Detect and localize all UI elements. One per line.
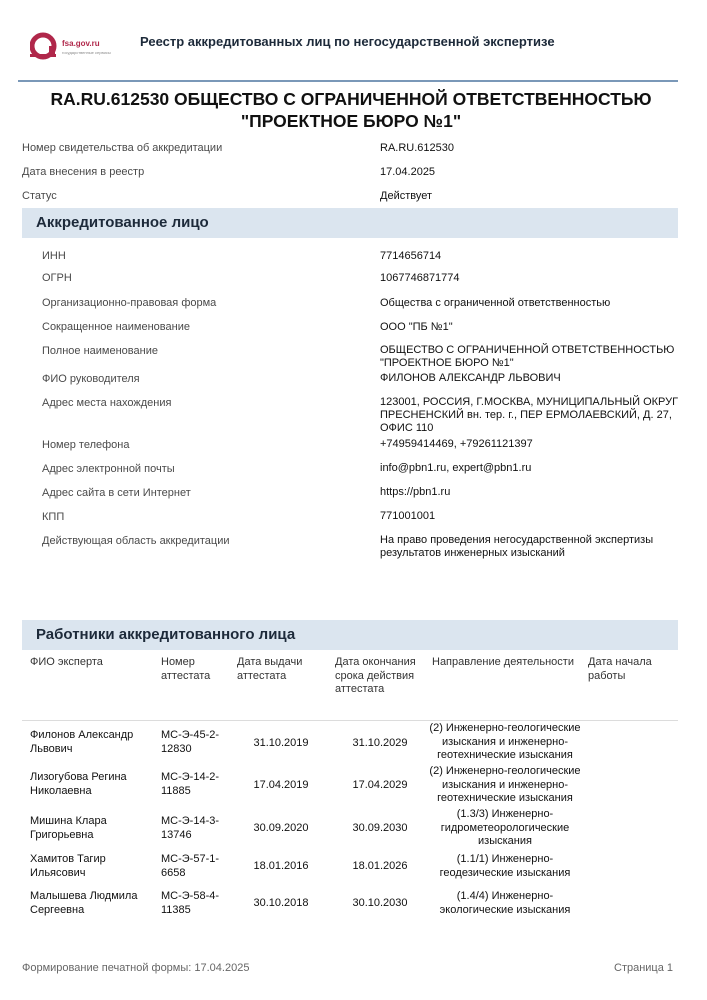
cell-line: МС-Э-14-3- xyxy=(161,815,220,827)
cell-line: Ильясович xyxy=(30,866,86,879)
certificate-number-value: RA.RU.612530 xyxy=(380,142,454,154)
column-header-direction xyxy=(432,656,582,670)
column-header-name xyxy=(30,656,150,670)
table-cell-cert xyxy=(161,729,233,756)
header-line: Номер xyxy=(161,656,195,668)
table-cell-name xyxy=(30,729,158,756)
header-line: Дата начала xyxy=(588,656,652,668)
table-cell-cert xyxy=(161,890,233,917)
header-line: Дата окончания xyxy=(335,656,416,668)
header-line: аттестата xyxy=(161,669,211,682)
cell-line: (1.3/3) Инженерно- xyxy=(456,808,554,820)
table-cell-expiry-date: 18.01.2026 xyxy=(352,860,408,872)
website-value: https://pbn1.ru xyxy=(380,486,451,498)
address-line: 123001, РОССИЯ, Г.МОСКВА, МУНИЦИПАЛЬНЫЙ ОКРУГ xyxy=(380,396,679,408)
cell-line: изыскания xyxy=(478,835,532,847)
phone-label: Номер телефона xyxy=(42,439,130,451)
logo-site-text: fsa.gov.ru xyxy=(62,39,100,48)
cell-line: (1.1/1) Инженерно- xyxy=(456,853,554,865)
cell-line: Малышева Людмила xyxy=(30,890,138,902)
header-line: аттестата xyxy=(237,669,287,682)
cell-line: (1.4/4) Инженерно- xyxy=(456,890,554,902)
section-title: Работники аккредитованного лица xyxy=(36,626,296,643)
table-cell-direction xyxy=(422,890,588,917)
cell-line: изыскания и инженерно- xyxy=(441,778,569,791)
cell-line: МС-Э-58-4- xyxy=(161,890,220,902)
address-label: Адрес места нахождения xyxy=(42,397,172,409)
cell-line: Мишина Клара xyxy=(30,815,107,827)
legal-form-value: Общества с ограниченной ответственностью xyxy=(380,297,611,309)
table-cell-name xyxy=(30,890,158,917)
registry-date-value: 17.04.2025 xyxy=(380,166,436,178)
cell-line: геотехнические изыскания xyxy=(437,792,573,804)
table-cell-expiry-date: 31.10.2029 xyxy=(352,737,408,749)
table-cell-cert xyxy=(161,771,233,798)
address-line: ОФИС 110 xyxy=(380,422,434,434)
table-cell-cert xyxy=(161,853,233,880)
cell-line: геотехнические изыскания xyxy=(437,749,573,761)
header-line: работы xyxy=(588,669,626,682)
full-name-line: ОБЩЕСТВО С ОГРАНИЧЕННОЙ ОТВЕТСТВЕННОСТЬЮ xyxy=(380,344,675,356)
cell-line: МС-Э-14-2- xyxy=(161,771,220,783)
short-name-value: ООО "ПБ №1" xyxy=(380,321,453,333)
ogrn-value: 1067746871774 xyxy=(380,272,460,284)
full-name-line: "ПРОЕКТНОЕ БЮРО №1" xyxy=(380,357,514,369)
cell-line: 13746 xyxy=(161,828,192,841)
director-value: ФИЛОНОВ АЛЕКСАНДР ЛЬВОВИЧ xyxy=(380,372,561,384)
header-divider xyxy=(18,80,678,82)
scope-line: результатов инженерных изысканий xyxy=(380,547,565,559)
email-label: Адрес электронной почты xyxy=(42,463,175,475)
ogrn-label: ОГРН xyxy=(42,272,72,284)
cell-line: (2) Инженерно-геологические xyxy=(429,765,581,777)
cell-line: Сергеевна xyxy=(30,903,85,916)
cell-line: 11885 xyxy=(161,784,191,797)
cell-line: экологические изыскания xyxy=(439,903,571,916)
column-header-expiry-date xyxy=(335,656,425,697)
table-cell-expiry-date: 30.09.2030 xyxy=(352,822,408,834)
table-cell-expiry-date: 17.04.2029 xyxy=(352,779,408,791)
column-header-start-date xyxy=(588,656,668,683)
fsa-logo xyxy=(30,30,120,66)
cell-line: Хамитов Тагир xyxy=(30,853,106,865)
header-line: срока действия xyxy=(335,669,415,682)
email-value: info@pbn1.ru, expert@pbn1.ru xyxy=(380,462,532,474)
table-header-divider xyxy=(22,720,678,721)
accreditation-scope-value xyxy=(380,534,653,560)
document-title-line1: RA.RU.612530 ОБЩЕСТВО С ОГРАНИЧЕННОЙ ОТВЕТСТВЕННОСТЬЮ xyxy=(50,89,652,109)
table-cell-direction xyxy=(422,808,588,849)
logo-subtitle: государственные сервисы xyxy=(62,50,111,55)
cell-line: изыскания и инженерно- xyxy=(441,735,569,748)
status-value: Действует xyxy=(380,190,433,202)
header-line: ФИО эксперта xyxy=(30,656,103,668)
table-cell-issue-date: 30.10.2018 xyxy=(253,897,309,909)
full-name-label: Полное наименование xyxy=(42,345,158,357)
print-form-date: Формирование печатной формы: 17.04.2025 xyxy=(22,962,250,974)
table-cell-issue-date: 31.10.2019 xyxy=(253,737,309,749)
inn-value: 7714656714 xyxy=(380,250,442,262)
short-name-label: Сокращенное наименование xyxy=(42,321,190,333)
table-cell-direction xyxy=(422,765,588,806)
table-cell-issue-date: 30.09.2020 xyxy=(253,822,309,834)
fsa-logo-icon xyxy=(30,32,58,60)
document-title xyxy=(22,88,680,132)
header-line: Дата выдачи xyxy=(237,656,303,668)
cell-line: (2) Инженерно-геологические xyxy=(429,722,581,734)
cell-line: Львович xyxy=(30,742,73,755)
website-label: Адрес сайта в сети Интернет xyxy=(42,487,191,499)
table-cell-direction xyxy=(422,853,588,880)
certificate-number-label: Номер свидетельства об аккредитации xyxy=(22,142,223,154)
accreditation-scope-label: Действующая область аккредитации xyxy=(42,535,230,547)
cell-line: МС-Э-57-1- xyxy=(161,853,220,865)
legal-form-label: Организационно-правовая форма xyxy=(42,297,217,309)
cell-line: Николаевна xyxy=(30,784,92,797)
table-cell-expiry-date: 30.10.2030 xyxy=(352,897,408,909)
table-cell-name xyxy=(30,815,158,842)
table-cell-direction xyxy=(422,722,588,763)
cell-line: 6658 xyxy=(161,866,186,879)
cell-line: 12830 xyxy=(161,742,192,755)
cell-line: геодезические изыскания xyxy=(439,866,571,879)
header-line: Направление деятельности xyxy=(432,656,574,668)
address-line: ПРЕСНЕНСКИЙ вн. тер. г., ПЕР ЕРМОЛАЕВСКИЙ, Д. 27, xyxy=(380,409,672,421)
full-name-value xyxy=(380,344,674,370)
phone-value: +74959414469, +79261121397 xyxy=(380,438,533,450)
cell-line: Лизогубова Регина xyxy=(30,771,127,783)
kpp-value: 771001001 xyxy=(380,510,436,522)
table-cell-issue-date: 18.01.2016 xyxy=(253,860,309,872)
address-value xyxy=(380,396,678,435)
cell-line: Филонов Александр xyxy=(30,729,134,741)
column-header-cert-number xyxy=(161,656,231,683)
accredited-entity-section-header xyxy=(22,208,678,238)
table-cell-issue-date: 17.04.2019 xyxy=(253,779,309,791)
table-cell-name xyxy=(30,771,158,798)
document-title-line2: "ПРОЕКТНОЕ БЮРО №1" xyxy=(240,111,462,131)
section-title: Аккредитованное лицо xyxy=(36,214,209,231)
cell-line: 11385 xyxy=(161,903,191,916)
cell-line: Григорьевна xyxy=(30,828,94,841)
cell-line: МС-Э-45-2- xyxy=(161,729,220,741)
kpp-label: КПП xyxy=(42,511,65,523)
registry-title: Реестр аккредитованных лиц по негосударственной экспертизе xyxy=(140,34,555,49)
page-number: Страница 1 xyxy=(614,962,674,974)
table-cell-cert xyxy=(161,815,233,842)
scope-line: На право проведения негосударственной экспертизы xyxy=(380,534,654,546)
cell-line: гидрометеорологические xyxy=(440,821,570,834)
header-line: аттестата xyxy=(335,683,385,695)
registry-date-label: Дата внесения в реестр xyxy=(22,166,145,178)
table-cell-name xyxy=(30,853,158,880)
employees-section-header xyxy=(22,620,678,650)
column-header-issue-date xyxy=(237,656,327,683)
status-label: Статус xyxy=(22,190,57,202)
director-label: ФИО руководителя xyxy=(42,373,140,385)
inn-label: ИНН xyxy=(42,250,66,262)
